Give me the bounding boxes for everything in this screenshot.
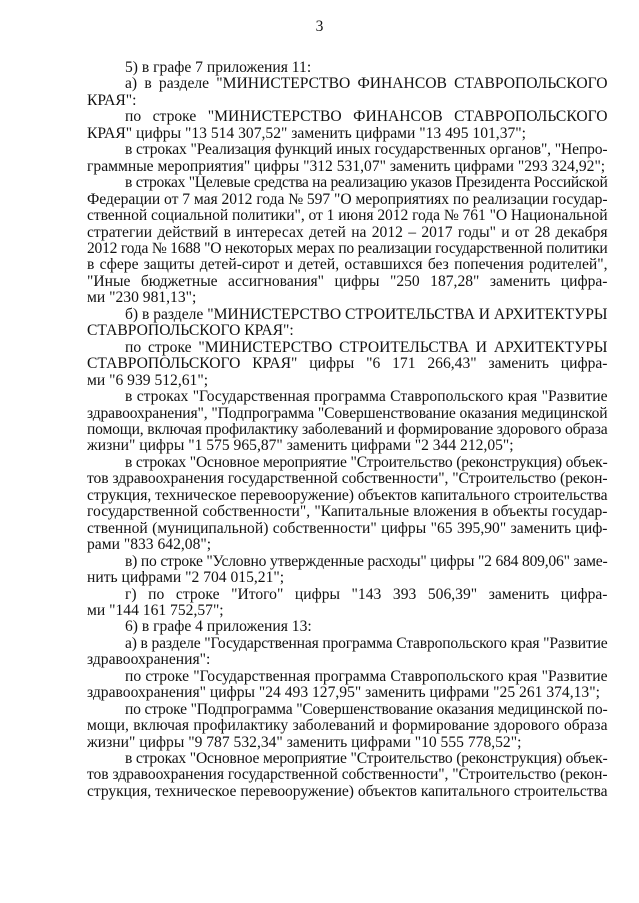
text-line — [87, 109, 608, 125]
text-line-content: помощи, включая профилактику заболеваний и формирование здорового образа — [87, 421, 608, 438]
text-line-content: СТАВРОПОЛЬСКОГО КРАЯ" цифры "6 171 266,43" заменить цифра- — [87, 356, 608, 373]
text-line — [87, 175, 608, 191]
text-line — [87, 373, 608, 389]
paragraph — [87, 175, 608, 307]
paragraph — [87, 307, 608, 340]
text-line-content: нить цифрами "2 704 015,21"; — [87, 570, 285, 587]
text-line-content: по строке "Государственная программа Ставропольского края "Развитие — [125, 668, 608, 685]
text-line-content: государственной собственности", "Капитальные вложения в объекты государ- — [87, 504, 608, 521]
text-line-content: ми "144 161 752,57"; — [87, 602, 224, 619]
paragraph — [87, 142, 608, 175]
text-line — [87, 356, 608, 372]
text-line-content: Федерации от 7 мая 2012 года № 597 "О мероприятиях по реализации государ- — [87, 191, 608, 208]
paragraph — [87, 455, 608, 554]
text-line — [87, 406, 608, 422]
text-line-content: в) по строке "Условно утвержденные расходы" цифры "2 684 809,06" заме- — [125, 553, 608, 570]
paragraph — [87, 587, 608, 620]
text-line-content: б) в разделе "МИНИСТЕРСТВО СТРОИТЕЛЬСТВА И АРХИТЕКТУРЫ — [125, 306, 608, 323]
text-line-content: по строке "Подпрограмма "Совершенствование оказания медицинской по- — [125, 701, 608, 718]
text-line-content: 6) в графе 4 приложения 13: — [125, 619, 312, 636]
text-line-content: 5) в графе 7 приложения 11: — [125, 60, 312, 76]
text-line-content: здравоохранения", "Подпрограмма "Совершенствование оказания медицинской — [87, 405, 608, 422]
text-line — [87, 619, 608, 635]
text-line — [87, 126, 608, 142]
text-line — [87, 142, 608, 158]
text-line — [87, 471, 608, 487]
text-line-content: КРАЯ": — [87, 92, 137, 109]
text-line — [87, 504, 608, 520]
text-line — [87, 455, 608, 471]
text-line — [87, 241, 608, 257]
text-line — [87, 93, 608, 109]
paragraph — [87, 60, 608, 76]
text-line — [87, 307, 608, 323]
text-line-content: в строках "Целевые средства на реализацию указов Президента Российской — [125, 175, 608, 192]
text-line-content: в строках "Основное мероприятие "Строительство (реконструкция) объек- — [125, 454, 608, 471]
text-line-content: в строках "Основное мероприятие "Строительство (реконструкция) объек- — [125, 751, 608, 768]
text-line-content: а) в разделе "Государственная программа Ставропольского края "Развитие — [125, 635, 608, 652]
text-line — [87, 669, 608, 685]
text-line — [87, 784, 608, 800]
text-line-content: по строке "МИНИСТЕРСТВО СТРОИТЕЛЬСТВА И АРХИТЕКТУРЫ — [125, 339, 608, 356]
text-line — [87, 208, 608, 224]
text-line — [87, 685, 608, 701]
text-line — [87, 290, 608, 306]
text-line-content: стратегии действий в интересах детей на 2012 – 2017 годы" и от 28 декабря — [87, 224, 608, 241]
text-line-content: СТАВРОПОЛЬСКОГО КРАЯ": — [87, 323, 294, 340]
text-line — [87, 422, 608, 438]
text-line — [87, 438, 608, 454]
text-line-content: в сфере защиты детей-сирот и детей, оставшихся без попечения родителей", — [87, 257, 608, 274]
paragraph — [87, 636, 608, 669]
text-line-content: здравоохранения" цифры "24 493 127,95" заменить цифрами "25 261 374,13"; — [87, 685, 600, 702]
text-line-content: тов здравоохранения государственной собственности", "Строительство (рекон- — [87, 767, 608, 784]
text-line-content: "Иные бюджетные ассигнования" цифры "250 187,28" заменить цифра- — [87, 273, 608, 290]
text-line-content: в строках "Реализация функций иных государственных органов", "Непро- — [125, 142, 608, 159]
text-line-content: струкция, техническое перевооружение) объектов капитального строительства — [87, 487, 608, 504]
text-line — [87, 159, 608, 175]
text-line — [87, 60, 608, 76]
paragraph — [87, 76, 608, 109]
text-line-content: 2012 года № 1688 "О некоторых мерах по реализации государственной политики — [87, 240, 608, 257]
text-line-content: тов здравоохранения государственной собственности", "Строительство (рекон- — [87, 471, 608, 488]
page-number: 3 — [315, 18, 324, 35]
text-line — [87, 718, 608, 734]
text-line — [87, 225, 608, 241]
text-line-content: жизни" цифры "1 575 965,87" заменить цифрами "2 344 212,05"; — [87, 438, 514, 455]
text-line-content: КРАЯ" цифры "13 514 307,52" заменить цифрами "13 495 101,37"; — [87, 125, 526, 142]
text-line-content: г) по строке "Итого" цифры "143 393 506,39" заменить цифра- — [125, 586, 608, 603]
text-line — [87, 521, 608, 537]
text-line — [87, 636, 608, 652]
text-line-content: жизни" цифры "9 787 532,34" заменить цифрами "10 555 778,52"; — [87, 734, 522, 751]
text-line — [87, 735, 608, 751]
text-line — [87, 751, 608, 767]
text-line — [87, 702, 608, 718]
text-line-content: мощи, включая профилактику заболеваний и формирование здорового образа — [87, 718, 608, 735]
text-line-content: рами "833 642,08"; — [87, 537, 212, 554]
text-line-content: ми "6 939 512,61"; — [87, 372, 209, 389]
text-line — [87, 570, 608, 586]
paragraph — [87, 554, 608, 587]
text-line-content: в строках "Государственная программа Ставропольского края "Развитие — [125, 389, 608, 406]
text-line — [87, 257, 608, 273]
text-line — [87, 652, 608, 668]
paragraph — [87, 619, 608, 635]
paragraph — [87, 669, 608, 702]
paragraph — [87, 702, 608, 751]
text-line — [87, 274, 608, 290]
text-line-content: граммные мероприятия" цифры "312 531,07" заменить цифрами "293 324,92"; — [87, 158, 606, 175]
document-body — [87, 60, 608, 800]
text-line — [87, 767, 608, 783]
text-line-content: а) в разделе "МИНИСТЕРСТВО ФИНАНСОВ СТАВРОПОЛЬСКОГО — [125, 76, 608, 93]
text-line — [87, 323, 608, 339]
paragraph — [87, 389, 608, 455]
text-line — [87, 603, 608, 619]
text-line — [87, 76, 608, 92]
paragraph — [87, 751, 608, 800]
text-line — [87, 537, 608, 553]
text-line — [87, 192, 608, 208]
text-line-content: ственной (муниципальной) собственности" цифры "65 395,90" заменить циф- — [87, 520, 608, 537]
text-line — [87, 340, 608, 356]
text-line — [87, 554, 608, 570]
paragraph — [87, 340, 608, 389]
text-line-content: ми "230 981,13"; — [87, 290, 197, 307]
text-line-content: струкция, техническое перевооружение) объектов капитального строительства — [87, 783, 608, 800]
text-line-content: по строке "МИНИСТЕРСТВО ФИНАНСОВ СТАВРОПОЛЬСКОГО — [125, 109, 608, 126]
text-line — [87, 389, 608, 405]
text-line — [87, 488, 608, 504]
text-line-content: ственной социальной политики", от 1 июня 2012 года № 761 "О Национальной — [87, 208, 608, 225]
paragraph — [87, 109, 608, 142]
text-line — [87, 587, 608, 603]
text-line-content: здравоохранения": — [87, 652, 211, 669]
